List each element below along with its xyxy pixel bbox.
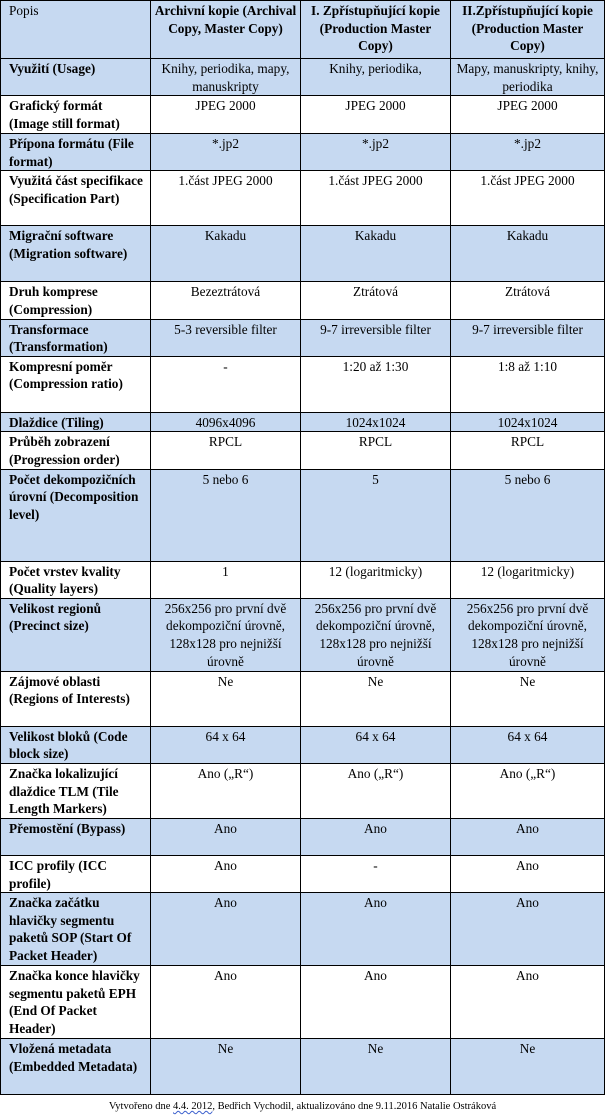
production-2-value: Mapy, manuskripty, knihy, periodika [451, 59, 605, 96]
row-label: Přípona formátu (File format) [1, 134, 151, 171]
archival-value: RPCL [151, 432, 301, 469]
archival-value: Ano [151, 855, 301, 892]
footer-note: Vytvořeno dne 4.4. 2012, Bedřich Vychodil, aktualizováno dne 9.11.2016 Natalie Ostráková [108, 1101, 497, 1112]
archival-value: 256x256 pro první dvě dekompoziční úrovně, 128x128 pro nejnižší úrovně [151, 598, 301, 671]
row-label: Využití (Usage) [1, 59, 151, 96]
archival-value: 5 nebo 6 [151, 469, 301, 561]
archival-value: 1 [151, 561, 301, 598]
production-1-value: 9-7 irreversible filter [301, 319, 451, 356]
production-1-value: 5 [301, 469, 451, 561]
production-2-value: *.jp2 [451, 134, 605, 171]
row-label: Přemostění (Bypass) [1, 818, 151, 855]
production-1-value: Ano [301, 966, 451, 1039]
production-1-value: Ano („R“) [301, 763, 451, 818]
row-label: Druh komprese (Compression) [1, 282, 151, 319]
archival-value: Ano („R“) [151, 763, 301, 818]
production-1-value: 12 (logaritmicky) [301, 561, 451, 598]
production-2-value: Ne [451, 1039, 605, 1095]
header-production-copy-2: II.Zpřístupňující kopie (Production Master Copy) [451, 1, 605, 59]
header-popis: Popis [1, 1, 151, 59]
production-2-value: 64 x 64 [451, 726, 605, 763]
production-1-value: Ztrátová [301, 282, 451, 319]
row-label: Zájmové oblasti (Regions of Interests) [1, 671, 151, 726]
archival-value: JPEG 2000 [151, 96, 301, 134]
production-1-value: 64 x 64 [301, 726, 451, 763]
production-1-value: Kakadu [301, 226, 451, 282]
archival-value: 1.část JPEG 2000 [151, 171, 301, 226]
production-1-value: Ano [301, 893, 451, 966]
production-2-value: 12 (logaritmicky) [451, 561, 605, 598]
table-row [1, 1039, 605, 1095]
table-row [1, 59, 605, 96]
archival-value: *.jp2 [151, 134, 301, 171]
table-row [1, 469, 605, 561]
production-2-value: JPEG 2000 [451, 96, 605, 134]
table-row [1, 818, 605, 855]
table-row [1, 356, 605, 412]
table-row [1, 226, 605, 282]
table-row [1, 561, 605, 598]
row-label: Využitá část specifikace (Specification Part) [1, 171, 151, 226]
row-label: Značka konce hlavičky segmentu paketů EPH (End Of Packet Header) [1, 966, 151, 1039]
production-2-value: 256x256 pro první dvě dekompoziční úrovně, 128x128 pro nejnižší úrovně [451, 598, 605, 671]
production-1-value: 1024x1024 [301, 412, 451, 432]
row-label: Grafický formát (Image still format) [1, 96, 151, 134]
production-2-value: Kakadu [451, 226, 605, 282]
archival-value: Knihy, periodika, mapy, manuskripty [151, 59, 301, 96]
production-2-value: Ano [451, 893, 605, 966]
production-1-value: RPCL [301, 432, 451, 469]
table-row [1, 966, 605, 1039]
production-2-value: 9-7 irreversible filter [451, 319, 605, 356]
table-row [1, 96, 605, 134]
table-row [1, 763, 605, 818]
row-label: Kompresní poměr (Compression ratio) [1, 356, 151, 412]
table-row [1, 134, 605, 171]
row-label: Velikost regionů (Precinct size) [1, 598, 151, 671]
table-row [1, 432, 605, 469]
archival-value: Ne [151, 671, 301, 726]
archival-value: Ano [151, 893, 301, 966]
table-row [1, 171, 605, 226]
production-1-value: 1:20 až 1:30 [301, 356, 451, 412]
row-label: Vložená metadata (Embedded Metadata) [1, 1039, 151, 1095]
footer-date: 4.4. 2012 [173, 1101, 213, 1112]
production-2-value: 1.část JPEG 2000 [451, 171, 605, 226]
table-row [1, 671, 605, 726]
row-label: Velikost bloků (Code block size) [1, 726, 151, 763]
row-label: Průběh zobrazení (Progression order) [1, 432, 151, 469]
production-2-value: 1:8 až 1:10 [451, 356, 605, 412]
production-2-value: Ne [451, 671, 605, 726]
production-2-value: 1024x1024 [451, 412, 605, 432]
header-production-copy-1: I. Zpřístupňující kopie (Production Master Copy) [301, 1, 451, 59]
archival-value: Ne [151, 1039, 301, 1095]
production-1-value: 1.část JPEG 2000 [301, 171, 451, 226]
archival-value: Ano [151, 818, 301, 855]
row-label: ICC profily (ICC profile) [1, 855, 151, 892]
row-label: Migrační software (Migration software) [1, 226, 151, 282]
row-label: Značka lokalizující dlaždice TLM (Tile Length Markers) [1, 763, 151, 818]
table-row [1, 855, 605, 892]
archival-value: Ano [151, 966, 301, 1039]
archival-value: - [151, 356, 301, 412]
table-row [1, 893, 605, 966]
archival-value: Kakadu [151, 226, 301, 282]
production-1-value: *.jp2 [301, 134, 451, 171]
row-label: Značka začátku hlavičky segmentu paketů SOP (Start Of Packet Header) [1, 893, 151, 966]
table-row [1, 319, 605, 356]
table-row [1, 412, 605, 432]
archival-value: 5-3 reversible filter [151, 319, 301, 356]
table-row [1, 598, 605, 671]
production-2-value: Ztrátová [451, 282, 605, 319]
table-header-row [1, 1, 605, 59]
row-label: Dlaždice (Tiling) [1, 412, 151, 432]
production-2-value: Ano [451, 818, 605, 855]
production-1-value: - [301, 855, 451, 892]
production-1-value: 256x256 pro první dvě dekompoziční úrovně, 128x128 pro nejnižší úrovně [301, 598, 451, 671]
row-label: Transformace (Transformation) [1, 319, 151, 356]
production-1-value: Ne [301, 671, 451, 726]
production-1-value: JPEG 2000 [301, 96, 451, 134]
row-label: Počet dekompozičních úrovní (Decomposition level) [1, 469, 151, 561]
production-1-value: Ano [301, 818, 451, 855]
production-2-value: Ano [451, 966, 605, 1039]
production-2-value: Ano („R“) [451, 763, 605, 818]
archival-value: 64 x 64 [151, 726, 301, 763]
production-2-value: Ano [451, 855, 605, 892]
header-archival-copy: Archivní kopie (Archival Copy, Master Copy) [151, 1, 301, 59]
production-1-value: Ne [301, 1039, 451, 1095]
production-2-value: RPCL [451, 432, 605, 469]
archival-value: 4096x4096 [151, 412, 301, 432]
production-2-value: 5 nebo 6 [451, 469, 605, 561]
table-body [1, 59, 605, 1095]
table-row [1, 282, 605, 319]
row-label: Počet vrstev kvality (Quality layers) [1, 561, 151, 598]
table-row [1, 726, 605, 763]
archival-value: Bezeztrátová [151, 282, 301, 319]
production-1-value: Knihy, periodika, [301, 59, 451, 96]
